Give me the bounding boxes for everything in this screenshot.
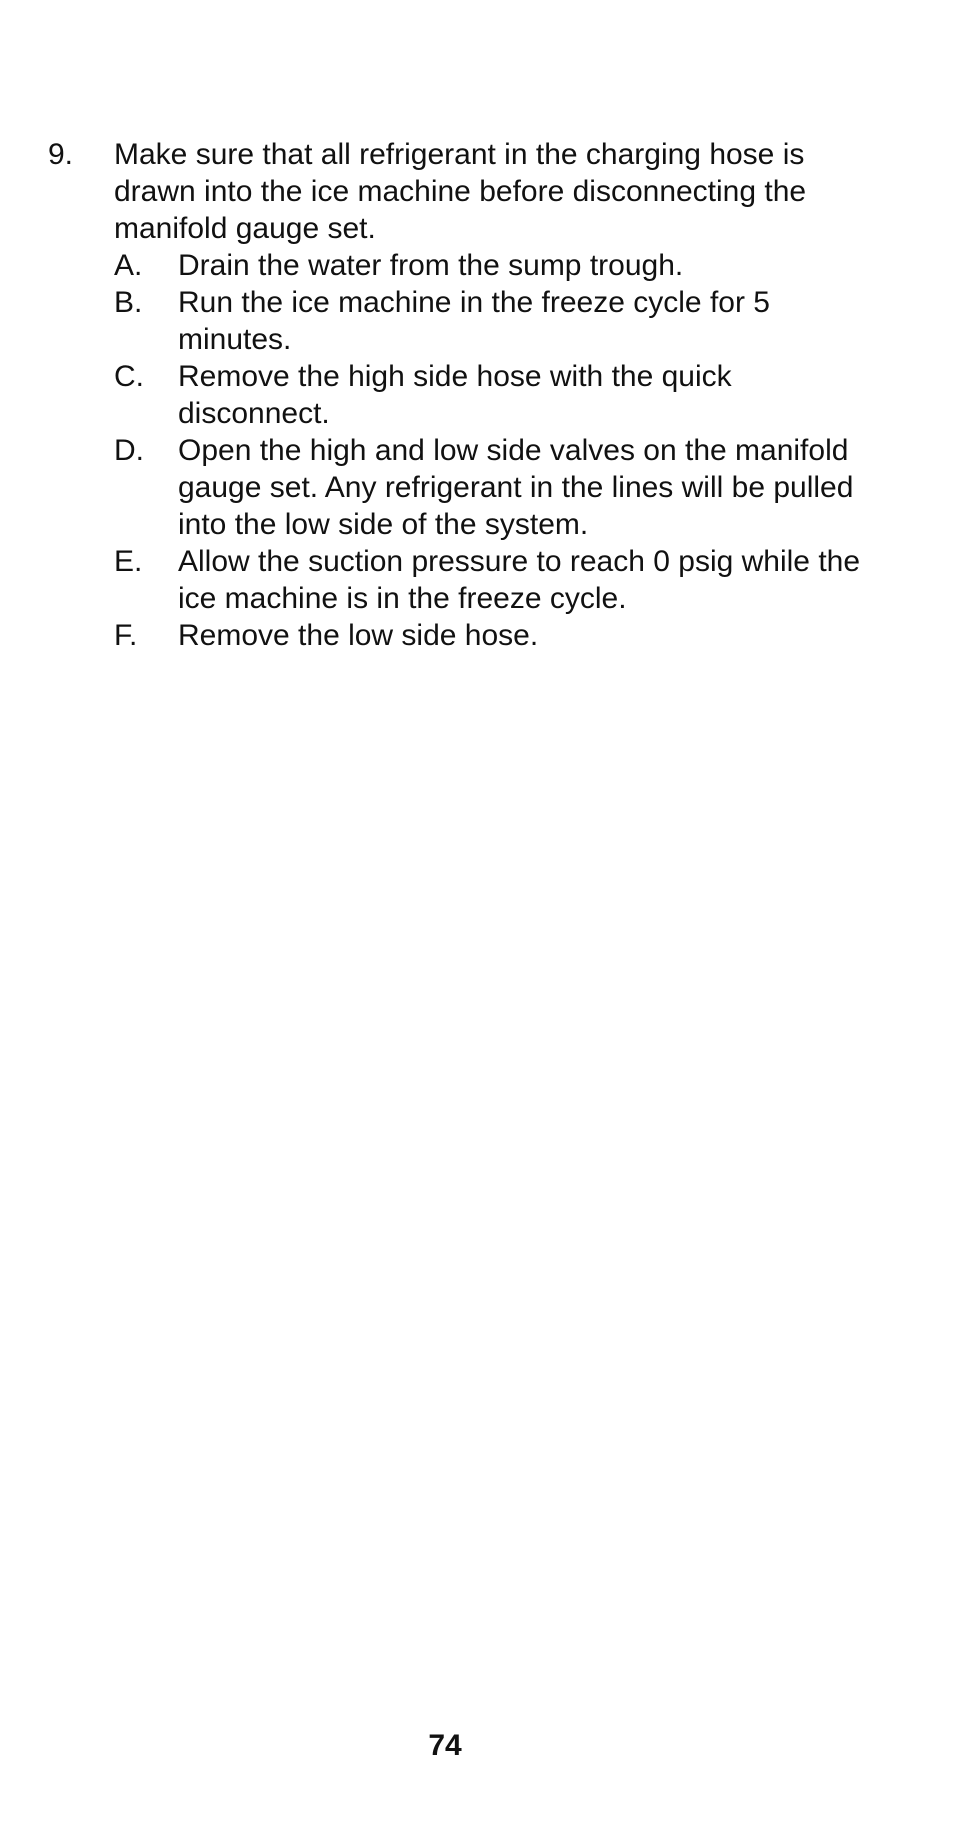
step-row bbox=[48, 136, 868, 247]
procedure-step-9 bbox=[48, 136, 868, 654]
step-number: 9. bbox=[48, 138, 74, 171]
substep-text: Remove the high side hose with the quick disconnect. bbox=[178, 360, 732, 430]
substep-c bbox=[114, 358, 868, 432]
step-text: Make sure that all refrigerant in the charging hose is drawn into the ice machine before disconnecting the manifold gauge set. bbox=[114, 138, 807, 245]
page-number: 74 bbox=[428, 1729, 462, 1762]
substep-text: Remove the low side hose. bbox=[178, 619, 539, 652]
substep-b bbox=[114, 284, 868, 358]
substep-d bbox=[114, 432, 868, 543]
substep-a bbox=[114, 247, 868, 284]
substep-text: Drain the water from the sump trough. bbox=[178, 249, 684, 282]
substep-letter: F. bbox=[114, 619, 138, 652]
substep-text: Open the high and low side valves on the manifold gauge set. Any refrigerant in the lines will be pulled into the low side of the system. bbox=[178, 434, 854, 541]
substep-letter: D. bbox=[114, 434, 144, 467]
substep-e bbox=[114, 543, 868, 617]
substep-f bbox=[114, 617, 868, 654]
substep-list bbox=[114, 247, 868, 654]
substep-letter: A. bbox=[114, 249, 143, 282]
substep-letter: C. bbox=[114, 360, 144, 393]
substep-letter: B. bbox=[114, 286, 143, 319]
substep-text: Allow the suction pressure to reach 0 psig while the ice machine is in the freeze cycle. bbox=[178, 545, 861, 615]
substep-letter: E. bbox=[114, 545, 143, 578]
substep-text: Run the ice machine in the freeze cycle for 5 minutes. bbox=[178, 286, 770, 356]
